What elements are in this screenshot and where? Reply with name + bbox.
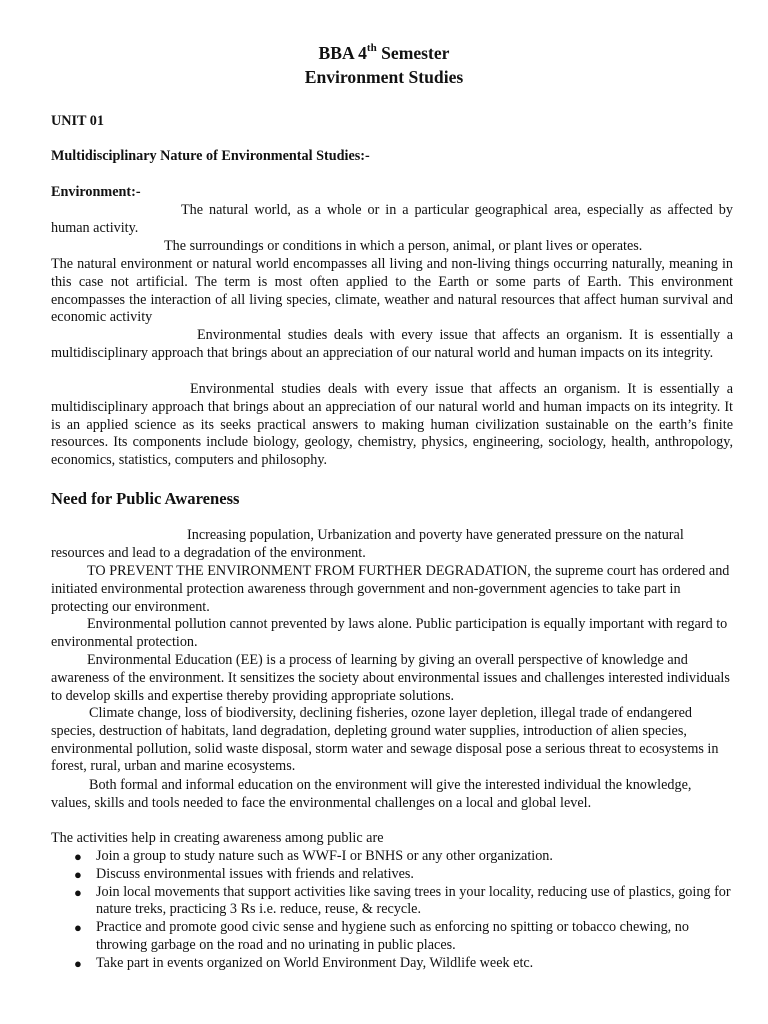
activities-intro: The activities help in creating awareness among public are xyxy=(51,830,384,846)
need-paragraph-1: Increasing population, Urbanization and poverty have generated pressure on the natural resources and lead to a degradation of the environment. xyxy=(51,527,684,561)
need-paragraph-6: Both formal and informal education on the environment will give the interested individual the knowledge, values, skills and tools needed to face the environmental challenges on a local and global level. xyxy=(51,777,692,811)
need-paragraph-2: TO PREVENT THE ENVIRONMENT FROM FURTHER DEGRADATION, the supreme court has ordered and initiated environmental protection awareness through government and non-government agencies to take part in protecting our environment. xyxy=(51,563,730,615)
natural-environment-paragraph: The natural environment or natural world encompasses all living and non-living things occurring naturally, meaning in this case not artificial. The term is most often applied to the Earth or some parts of Earth. This environment encompasses the interaction of all living species, climate, weather and natural resources that affect human survival and economic activity xyxy=(51,256,733,326)
bullet-icon: ● xyxy=(74,849,82,864)
list-item-text: Discuss environmental issues with friends and relatives. xyxy=(96,865,414,882)
list-item xyxy=(51,919,741,955)
list-item-text: Take part in events organized on World Environment Day, Wildlife week etc. xyxy=(96,954,534,971)
environment-heading: Environment:- xyxy=(51,184,141,200)
list-item xyxy=(51,866,741,884)
section-heading: Multidisciplinary Nature of Environmental Studies:- xyxy=(51,148,370,164)
title-semester: Semester xyxy=(376,43,450,63)
bullet-icon: ● xyxy=(74,866,82,882)
need-paragraph-3: Environmental pollution cannot prevented by laws alone. Public participation is equally important with regard to environmental protection. xyxy=(51,616,728,650)
need-paragraph-5: Climate change, loss of biodiversity, declining fisheries, ozone layer depletion, illegal trade of endangered species, destruction of habitats, land degradation, depleting ground water supplies, introduction of alien species, environmental pollution, solid waste disposal, storm water and sewage disposal pose a serious threat to ecosystems in forest, rural, urban and marine ecosystems. xyxy=(51,705,719,775)
document-subtitle: Environment Studies xyxy=(304,67,464,87)
title-superscript: th xyxy=(366,42,377,55)
title-course: BBA 4 xyxy=(318,43,367,63)
bullet-icon: ● xyxy=(74,955,82,971)
need-paragraph-4: Environmental Education (EE) is a process of learning by giving an overall perspective of knowledge and awareness of the environment. It sensitizes the society about environmental issues and challenges interested individuals to develop skills and expertise thereby providing appropriate solutions. xyxy=(51,652,730,704)
bullet-icon: ● xyxy=(74,884,82,900)
list-item xyxy=(51,884,741,920)
definition-paragraph-2: The surroundings or conditions in which a person, animal, or plant lives or operates. xyxy=(164,238,643,254)
list-item-text: Join local movements that support activities like saving trees in your locality, reducing use of plastics, going for nature treks, practicing 3 Rs i.e. reduce, reuse, & recycle. xyxy=(96,883,731,918)
unit-label: UNIT 01 xyxy=(51,113,104,129)
list-item-text: Practice and promote good civic sense and hygiene such as enforcing no spitting or tobacco chewing, no throwing garbage on the road and no urinating in public places. xyxy=(96,919,689,953)
definition-paragraph-1: The natural world, as a whole or in a particular geographical area, especially as affected by human activity. xyxy=(51,202,733,236)
list-item xyxy=(51,955,741,973)
list-item xyxy=(51,848,741,866)
need-heading: Need for Public Awareness xyxy=(51,489,240,508)
bullet-icon: ● xyxy=(74,920,82,936)
environmental-studies-paragraph-1: Environmental studies deals with every issue that affects an organism. It is essentially a multidisciplinary approach that brings about an appreciation of our natural world and human impacts on its integrity. xyxy=(51,327,733,361)
document-title xyxy=(0,42,768,64)
environmental-studies-paragraph-2: Environmental studies deals with every issue that affects an organism. It is essentially a multidisciplinary approach that brings about an appreciation of our natural world and human impacts on its integrity. It is an applied science as its seeks practical answers to making human civilization sustainable on the earth’s finite resources. Its components include biology, geology, chemistry, physics, engineering, sociology, health, anthropology, economics, statistics, computers and philosophy. xyxy=(51,381,733,469)
list-item-text: Join a group to study nature such as WWF-I or BNHS or any other organization. xyxy=(96,848,553,864)
activities-list xyxy=(51,848,741,973)
